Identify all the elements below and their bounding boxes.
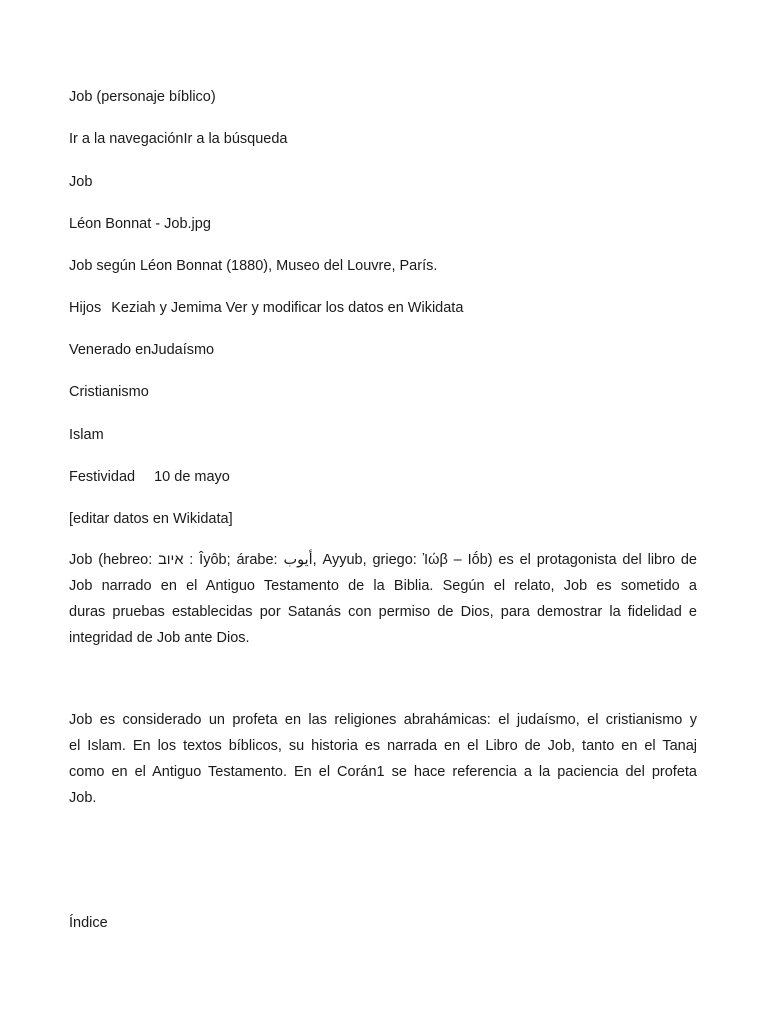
children-value: Keziah y Jemima Ver y modificar los datos en Wikidata — [111, 300, 464, 316]
prophet-paragraph — [69, 707, 697, 811]
venerated-value-islam: Islam — [69, 427, 104, 443]
venerated-value-christianity: Cristianismo — [69, 384, 149, 400]
image-filename: Léon Bonnat - Job.jpg — [69, 216, 211, 232]
venerated-row — [69, 341, 214, 359]
paragraph-line: duras pruebas establecidas por Satanás con permiso de Dios, para demostrar la fidelidad e — [69, 604, 697, 620]
children-label: Hijos — [69, 300, 102, 316]
intro-paragraph — [69, 547, 697, 651]
paragraph-line: Job narrado en el Antiguo Testamento de la Biblia. Según el relato, Job es sometido a — [69, 578, 697, 594]
venerated-value-judaism: Judaísmo — [151, 342, 215, 358]
feast-row — [69, 468, 230, 486]
feast-label: Festividad — [69, 469, 136, 485]
paragraph-line: integridad de Job ante Dios. — [69, 630, 250, 646]
article-title: Job (personaje bíblico) — [69, 89, 216, 105]
feast-value: 10 de mayo — [154, 469, 230, 485]
paragraph-line: Job. — [69, 790, 97, 806]
image-caption: Job según Léon Bonnat (1880), Museo del Louvre, París. — [69, 258, 438, 274]
paragraph-line: el Islam. En los textos bíblicos, su historia es narrada en el Libro de Job, tanto en el Tanaj — [69, 738, 697, 754]
paragraph-line: Job es considerado un profeta en las religiones abrahámicas: el judaísmo, el cristianismo y — [69, 712, 697, 728]
navigation-links[interactable]: Ir a la navegaciónIr a la búsqueda — [69, 131, 288, 147]
venerated-label: Venerado en — [69, 342, 152, 358]
index-heading: Índice — [69, 915, 108, 931]
infobox-name: Job — [69, 174, 93, 190]
paragraph-line: como en el Antiguo Testamento. En el Corán1 se hace referencia a la paciencia del profeta — [69, 764, 697, 780]
edit-wikidata-link[interactable]: [editar datos en Wikidata] — [69, 511, 233, 527]
paragraph-line: Job (hebreo: איוב : Îyôb; árabe: أيوب, Ayyub, griego: Ἰώβ – Iṓb) es el protagonista del libro de — [69, 552, 697, 568]
children-row — [69, 299, 463, 317]
